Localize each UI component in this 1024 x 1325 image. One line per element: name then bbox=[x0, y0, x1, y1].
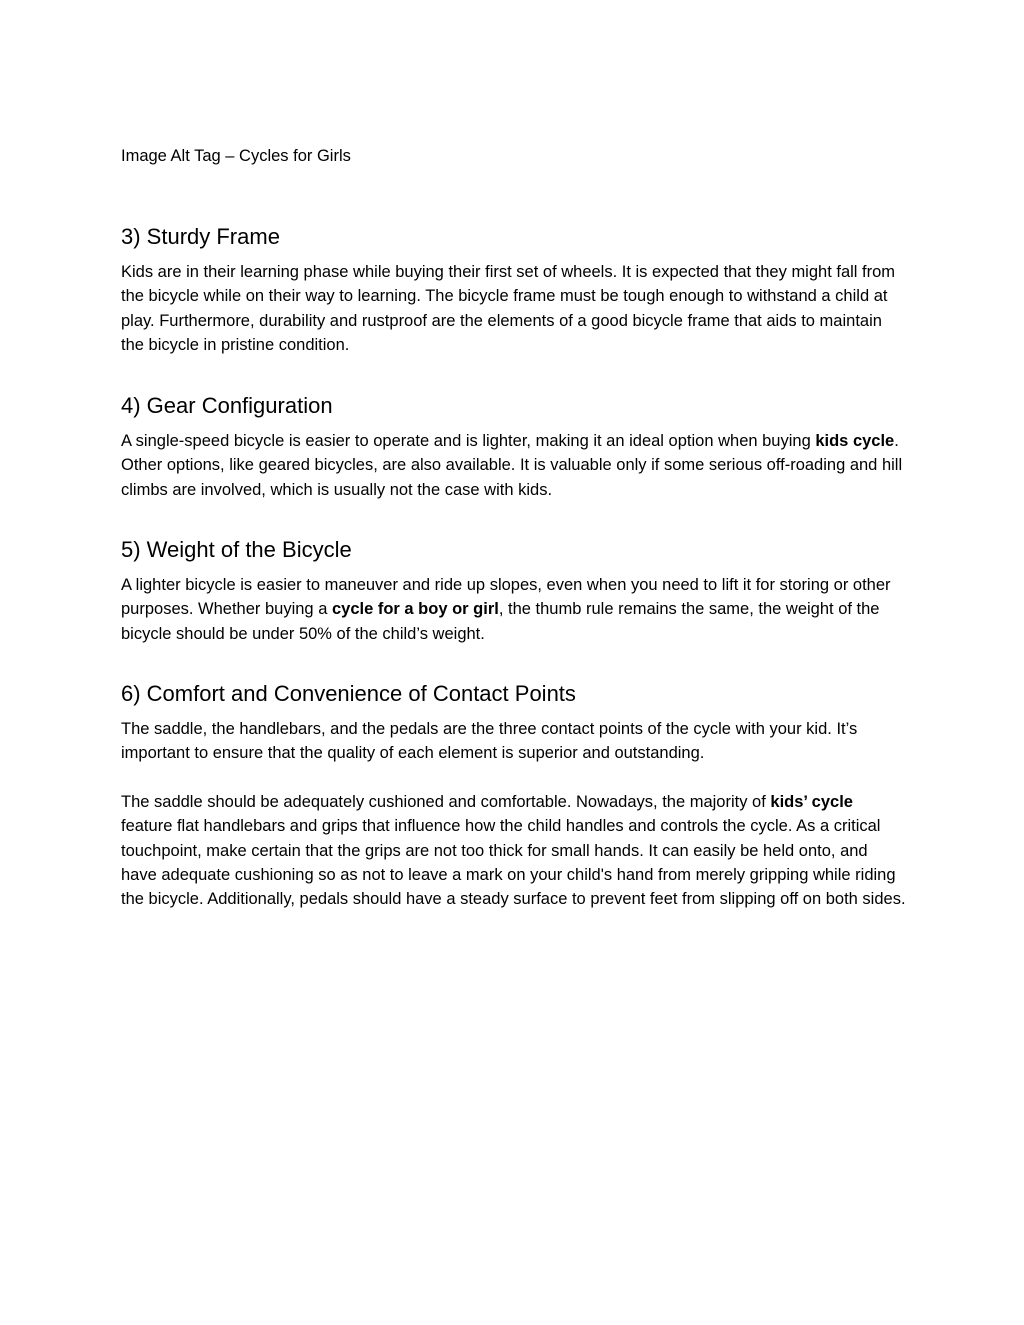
section-paragraph bbox=[121, 717, 906, 766]
section-weight-of-bicycle bbox=[121, 536, 906, 646]
section-paragraph bbox=[121, 573, 906, 646]
section-paragraph bbox=[121, 260, 906, 358]
section-paragraph bbox=[121, 790, 906, 912]
image-alt-tag: Image Alt Tag – Cycles for Girls bbox=[121, 147, 351, 165]
paragraph-text: feature flat handlebars and grips that influence how the child handles and controls the cycle. As a critical touchpoint, make certain that the grips are not too thick for small hands. It can easily be held onto, and have adequate cushioning so as not to leave a mark on your child's hand from merely gripping while riding the bicycle. Additionally, pedals should have a steady surface to prevent feet from slipping off on both sides. bbox=[121, 817, 906, 909]
section-paragraph bbox=[121, 429, 906, 502]
section-heading: 5) Weight of the Bicycle bbox=[121, 537, 352, 562]
section-heading: 3) Sturdy Frame bbox=[121, 224, 280, 249]
section-gear-configuration bbox=[121, 392, 906, 502]
paragraph-text: , the thumb rule remains the same, the weight of the bicycle should be under 50% of the child’s weight. bbox=[121, 600, 880, 643]
section-heading: 6) Comfort and Convenience of Contact Points bbox=[121, 681, 576, 706]
bold-keyword: kids cycle bbox=[815, 432, 895, 450]
paragraph-text: The saddle should be adequately cushioned and comfortable. Nowadays, the majority of bbox=[121, 792, 771, 811]
paragraph-text: A lighter bicycle is easier to maneuver and ride up slopes, even when you need to lift it for storing or other purposes. Whether buying a bbox=[121, 576, 891, 619]
bold-keyword: kids’ cycle bbox=[770, 792, 853, 811]
section-contact-points bbox=[121, 680, 906, 912]
bold-keyword: cycle for a boy or girl bbox=[331, 600, 499, 619]
paragraph-text: . Other options, like geared bicycles, are also available. It is valuable only if some serious off-roading and hill climbs are involved, which is usually not the case with kids. bbox=[121, 432, 903, 499]
paragraph-text: A single-speed bicycle is easier to operate and is lighter, making it an ideal option when buying bbox=[121, 432, 816, 450]
section-sturdy-frame bbox=[121, 223, 906, 358]
paragraph-text: The saddle, the handlebars, and the pedals are the three contact points of the cycle with your kid. It’s important to ensure that the quality of each element is superior and outstanding. bbox=[121, 720, 858, 763]
section-heading: 4) Gear Configuration bbox=[121, 393, 333, 418]
paragraph-text: Kids are in their learning phase while buying their first set of wheels. It is expected that they might fall from the bicycle while on their way to learning. The bicycle frame must be tough enough to withstand a child at play. Furthermore, durability and rustproof are the elements of a good bicycle frame that aids to maintain the bicycle in pristine condition. bbox=[121, 263, 896, 355]
